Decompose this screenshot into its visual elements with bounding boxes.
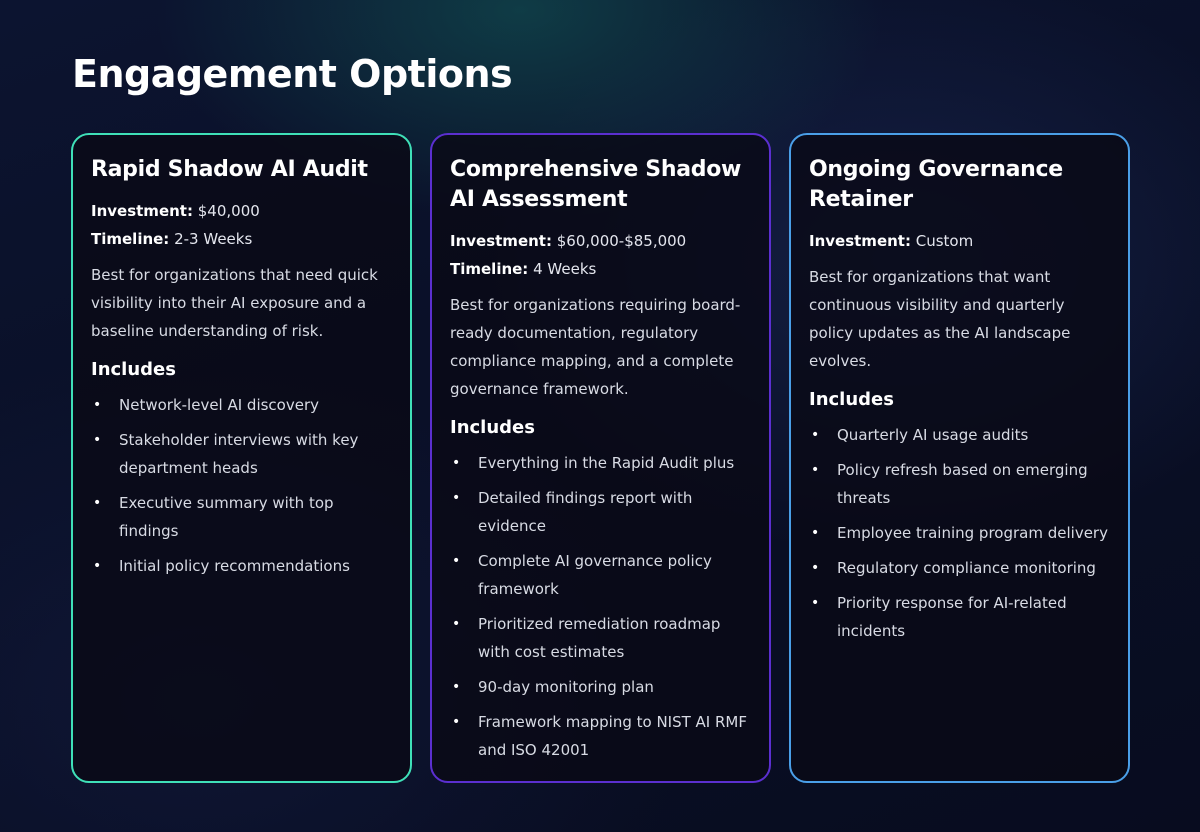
bullet-icon: • xyxy=(811,427,820,443)
card-title: Comprehensive Shadow AI Assessment xyxy=(450,157,742,212)
bullet-icon: • xyxy=(811,462,820,478)
list-item: • Policy refresh based on emerging threats xyxy=(809,456,1110,512)
includes-heading: Includes xyxy=(809,389,894,410)
includes-heading: Includes xyxy=(450,417,535,438)
includes-list xyxy=(91,391,392,580)
list-item: • Regulatory compliance monitoring xyxy=(809,554,1110,582)
timeline-row xyxy=(450,255,751,283)
bullet-icon: • xyxy=(452,490,461,506)
bullet-icon: • xyxy=(452,616,461,632)
card-rapid-audit xyxy=(71,133,412,783)
timeline-label: Timeline: xyxy=(91,230,170,248)
engagement-cards xyxy=(71,133,1130,783)
includes-list xyxy=(450,449,751,764)
card-description: Best for organizations that need quick visibility into their AI exposure and a baseline understanding of risk. xyxy=(91,266,378,340)
investment-row xyxy=(809,227,1110,255)
timeline-value: 2-3 Weeks xyxy=(174,230,253,248)
list-item: • Network-level AI discovery xyxy=(91,391,392,419)
investment-label: Investment: xyxy=(809,232,911,250)
list-item: • Detailed findings report with evidence xyxy=(450,484,751,540)
card-governance-retainer xyxy=(789,133,1130,783)
investment-label: Investment: xyxy=(450,232,552,250)
list-item: • Executive summary with top findings xyxy=(91,489,392,545)
investment-row xyxy=(450,227,751,255)
card-comprehensive-assessment xyxy=(430,133,771,783)
bullet-icon: • xyxy=(811,560,820,576)
card-title: Ongoing Governance Retainer xyxy=(809,157,1063,212)
list-item: • Quarterly AI usage audits xyxy=(809,421,1110,449)
bullet-icon: • xyxy=(452,714,461,730)
investment-value: $60,000-$85,000 xyxy=(556,232,687,250)
bullet-icon: • xyxy=(811,595,820,611)
card-description: Best for organizations requiring board-ready documentation, regulatory compliance mapping, and a complete governance framework. xyxy=(450,296,741,398)
bullet-icon: • xyxy=(93,495,102,511)
investment-value: Custom xyxy=(915,232,974,250)
investment-label: Investment: xyxy=(91,202,193,220)
includes-heading: Includes xyxy=(91,359,176,380)
card-title: Rapid Shadow AI Audit xyxy=(91,157,368,182)
list-item: • Stakeholder interviews with key department heads xyxy=(91,426,392,482)
bullet-icon: • xyxy=(93,397,102,413)
investment-value: $40,000 xyxy=(197,202,260,220)
list-item: • Priority response for AI-related incidents xyxy=(809,589,1110,645)
list-item: • Initial policy recommendations xyxy=(91,552,392,580)
list-item: • 90-day monitoring plan xyxy=(450,673,751,701)
bullet-icon: • xyxy=(811,525,820,541)
bullet-icon: • xyxy=(93,558,102,574)
timeline-value: 4 Weeks xyxy=(533,260,597,278)
list-item: • Everything in the Rapid Audit plus xyxy=(450,449,751,477)
investment-row xyxy=(91,197,392,225)
timeline-label: Timeline: xyxy=(450,260,529,278)
list-item: • Complete AI governance policy framework xyxy=(450,547,751,603)
card-description: Best for organizations that want continuous visibility and quarterly policy updates as the AI landscape evolves. xyxy=(809,268,1071,370)
timeline-row xyxy=(91,225,392,253)
bullet-icon: • xyxy=(93,432,102,448)
list-item: • Employee training program delivery xyxy=(809,519,1110,547)
list-item: • Framework mapping to NIST AI RMF and ISO 42001 xyxy=(450,708,751,764)
bullet-icon: • xyxy=(452,553,461,569)
bullet-icon: • xyxy=(452,679,461,695)
bullet-icon: • xyxy=(452,455,461,471)
page-title: Engagement Options xyxy=(72,52,513,96)
includes-list xyxy=(809,421,1110,645)
list-item: • Prioritized remediation roadmap with cost estimates xyxy=(450,610,751,666)
